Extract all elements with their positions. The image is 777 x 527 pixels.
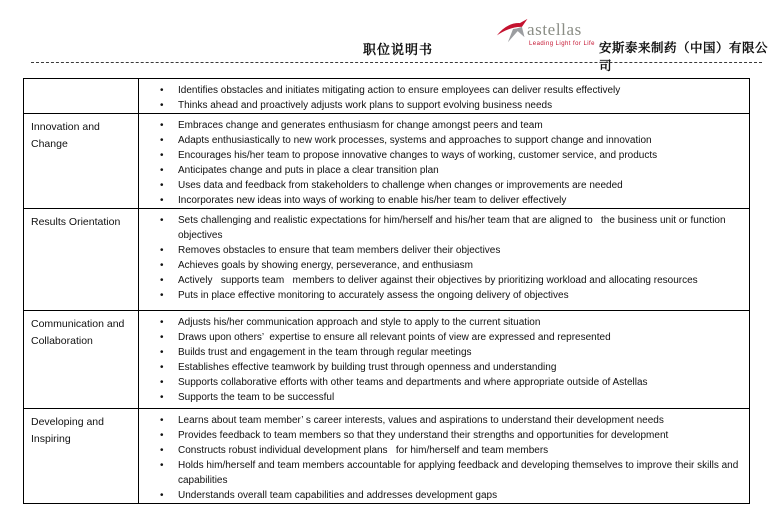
bullet-item: • Learns about team member’ s career interests, values and aspirations to understand their development needs (139, 413, 741, 428)
bullet-list (139, 409, 749, 503)
bullet-item: • Builds trust and engagement in the team through regular meetings (139, 345, 741, 360)
bullet-list (139, 114, 749, 208)
header-divider (31, 62, 762, 63)
bullet-item: • Adapts enthusiastically to new work processes, systems and approaches to support change and innovation (139, 133, 741, 148)
bullet-item: • Uses data and feedback from stakeholders to challenge when changes or improvements are needed (139, 178, 741, 193)
bullet-item: • Removes obstacles to ensure that team members deliver their objectives (139, 243, 741, 258)
row-content (139, 79, 750, 114)
bullet-item: • Incorporates new ideas into ways of working to enable his/her team to deliver effectively (139, 193, 741, 208)
row-label: Communication and Collaboration (24, 311, 139, 409)
table-row (24, 79, 750, 114)
bullet-item: • Provides feedback to team members so that they understand their strengths and opportunities for development (139, 428, 741, 443)
bullet-item: • Sets challenging and realistic expectations for him/herself and his/her team that are aligned to the business unit or function objectives (139, 213, 741, 243)
row-content (139, 311, 750, 409)
bullet-list (139, 209, 749, 303)
doc-title: 职位说明书 (363, 42, 434, 57)
bullet-item: • Encourages his/her team to propose innovative changes to ways of working, customer service, and products (139, 148, 741, 163)
company-name: 安斯泰来制药（中国）有限公司 (599, 41, 769, 73)
logo-brand-text: astellas (527, 20, 582, 39)
bullet-item: • Understands overall team capabilities and addresses development gaps (139, 488, 741, 503)
table-row (24, 114, 750, 209)
astellas-logo (496, 12, 595, 54)
bullet-list (139, 311, 749, 405)
row-label: Developing and Inspiring (24, 409, 139, 504)
bullet-item: • Thinks ahead and proactively adjusts work plans to support evolving business needs (139, 98, 741, 113)
astellas-star-icon (496, 17, 530, 47)
bullet-item: • Draws upon others’ expertise to ensure all relevant points of view are expressed and represented (139, 330, 741, 345)
bullet-item: • Actively supports team members to deliver against their objectives by prioritizing workload and allocating resources (139, 273, 741, 288)
bullet-list (139, 79, 749, 113)
row-label: Results Orientation (24, 209, 139, 311)
bullet-item: • Achieves goals by showing energy, perseverance, and enthusiasm (139, 258, 741, 273)
table-row (24, 209, 750, 311)
bullet-item: • Anticipates change and puts in place a clear transition plan (139, 163, 741, 178)
row-content (139, 114, 750, 209)
competency-table (23, 78, 750, 504)
row-content (139, 409, 750, 504)
table-row (24, 409, 750, 504)
row-label: Innovation and Change (24, 114, 139, 209)
bullet-item: • Supports the team to be successful (139, 390, 741, 405)
bullet-item: • Constructs robust individual development plans for him/herself and team members (139, 443, 741, 458)
bullet-item: • Supports collaborative efforts with other teams and departments and where appropriate outside of Astellas (139, 375, 741, 390)
bullet-item: • Identifies obstacles and initiates mitigating action to ensure employees can deliver results effectively (139, 83, 741, 98)
row-content (139, 209, 750, 311)
bullet-item: • Adjusts his/her communication approach and style to apply to the current situation (139, 315, 741, 330)
bullet-item: • Holds him/herself and team members accountable for applying feedback and developing themselves to improve their skills and capabilities (139, 458, 741, 488)
bullet-item: • Embraces change and generates enthusiasm for change amongst peers and team (139, 118, 741, 133)
bullet-item: • Establishes effective teamwork by building trust through openness and understanding (139, 360, 741, 375)
table-row (24, 311, 750, 409)
bullet-item: • Puts in place effective monitoring to accurately assess the ongoing delivery of objectives (139, 288, 741, 303)
row-label (24, 79, 139, 114)
logo-tagline: Leading Light for Life (529, 41, 595, 47)
